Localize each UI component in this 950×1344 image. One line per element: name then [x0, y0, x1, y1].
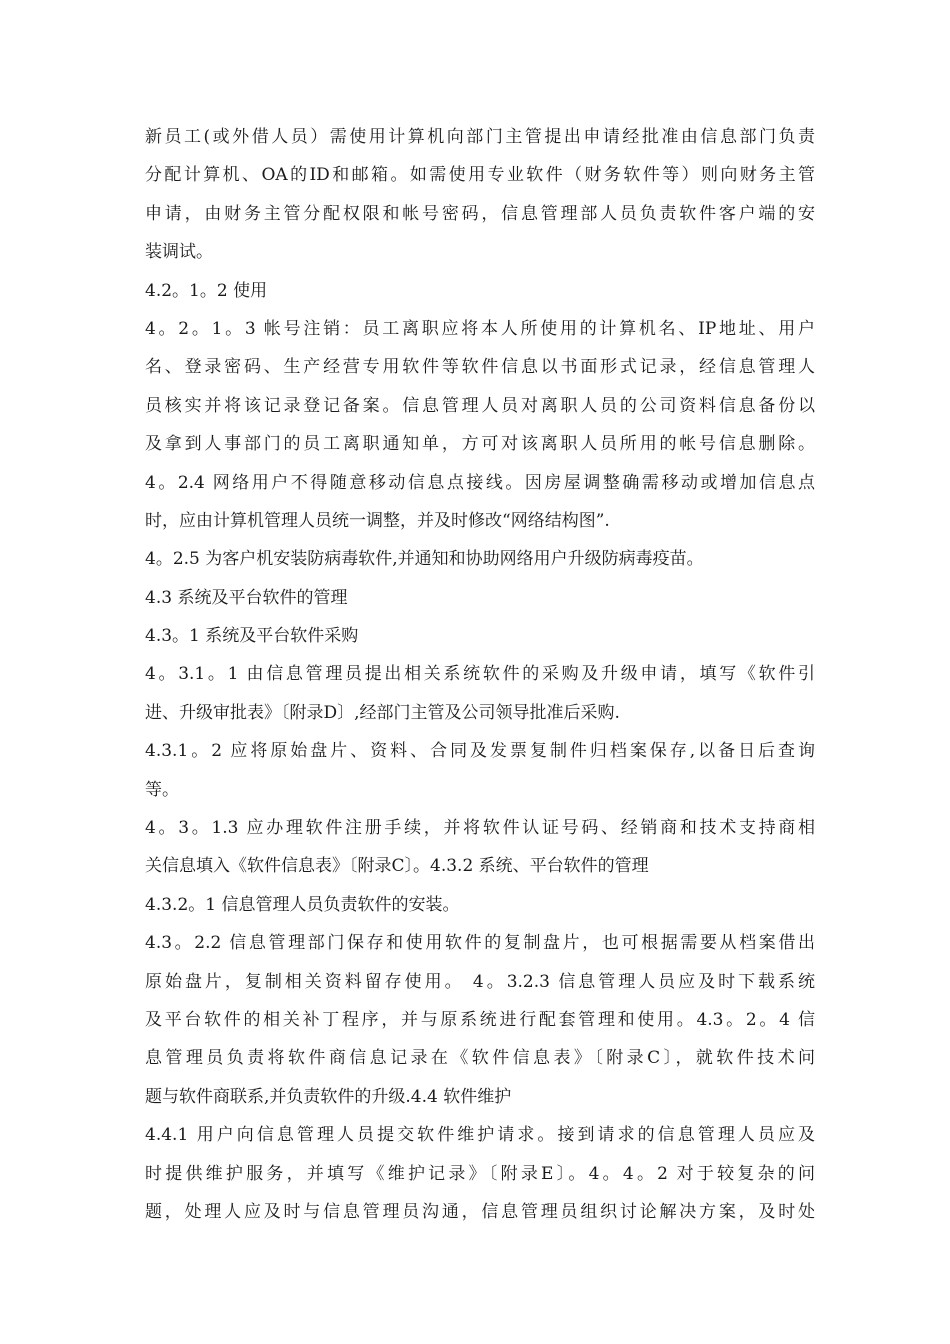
text-line: 装调试。 — [145, 242, 213, 263]
text-line: 申请，由财务主管分配权限和帐号密码，信息管理部人员负责软件客户端的安 — [145, 203, 815, 224]
text-line: 4.3.1。2 应将原始盘片、资料、合同及发票复制件归档案保存,以备日后查询 — [145, 741, 815, 762]
text-line: 分配计算机、OA的ID和邮箱。如需使用专业软件（财务软件等）则向财务主管 — [145, 165, 815, 186]
text-line: 关信息填入《软件信息表》〔附录C〕。4.3.2 系统、平台软件的管理 — [145, 856, 649, 877]
text-line: 4.3 系统及平台软件的管理 — [145, 587, 348, 608]
text-line: 4.3。2.2 信息管理部门保存和使用软件的复制盘片，也可根据需要从档案借出 — [145, 933, 815, 954]
text-line: 4。2.4 网络用户不得随意移动信息点接线。因房屋调整确需移动或增加信息点 — [145, 472, 815, 493]
text-line: 4。2。1。3 帐号注销：员工离职应将本人所使用的计算机名、IP地址、用户 — [145, 318, 815, 339]
text-line: 等。 — [145, 779, 179, 800]
text-line: 及拿到人事部门的员工离职通知单，方可对该离职人员所用的帐号信息删除。 — [145, 434, 815, 455]
text-line: 题与软件商联系,并负责软件的升级.4.4 软件维护 — [145, 1086, 512, 1107]
text-line: 4.2。1。2 使用 — [145, 280, 268, 301]
text-line: 新员工(或外借人员）需使用计算机向部门主管提出申请经批准由信息部门负责 — [145, 127, 815, 147]
text-line: 4。3。1.3 应办理软件注册手续，并将软件认证号码、经销商和技术支持商相 — [145, 818, 815, 839]
text-line: 原始盘片，复制相关资料留存使用。 4。3.2.3 信息管理人员应及时下载系统 — [145, 971, 815, 992]
text-line: 进、升级审批表》〔附录D〕,经部门主管及公司领导批准后采购. — [145, 702, 620, 723]
text-line: 4。3.1。1 由信息管理员提出相关系统软件的采购及升级申请，填写《软件引 — [145, 664, 815, 685]
text-line: 时，应由计算机管理人员统一调整，并及时修改“网络结构图”. — [145, 510, 610, 531]
text-line: 员核实并将该记录登记备案。信息管理人员对离职人员的公司资料信息备份以 — [145, 395, 815, 416]
text-line: 4.3.2。1 信息管理人员负责软件的安装。 — [145, 894, 460, 915]
document-body — [145, 118, 815, 1231]
text-line: 4.3。1 系统及平台软件采购 — [145, 626, 359, 647]
text-line: 4。2.5 为客户机安装防病毒软件,并通知和协助网络用户升级防病毒疫苗。 — [145, 549, 704, 570]
text-line: 4.4.1 用户向信息管理人员提交软件维护请求。接到请求的信息管理人员应及 — [145, 1125, 815, 1146]
text-line: 息管理员负责将软件商信息记录在《软件信息表》〔附录C〕，就软件技术问 — [145, 1048, 815, 1069]
text-line: 名、登录密码、生产经营专用软件等软件信息以书面形式记录，经信息管理人 — [145, 357, 815, 378]
text-line: 时提供维护服务，并填写《维护记录》〔附录E〕。4。4。2 对于较复杂的问 — [145, 1163, 815, 1184]
text-line: 及平台软件的相关补丁程序，并与原系统进行配套管理和使用。4.3。2。4 信 — [145, 1009, 815, 1030]
text-line: 题，处理人应及时与信息管理员沟通，信息管理员组织讨论解决方案，及时处 — [145, 1201, 815, 1222]
